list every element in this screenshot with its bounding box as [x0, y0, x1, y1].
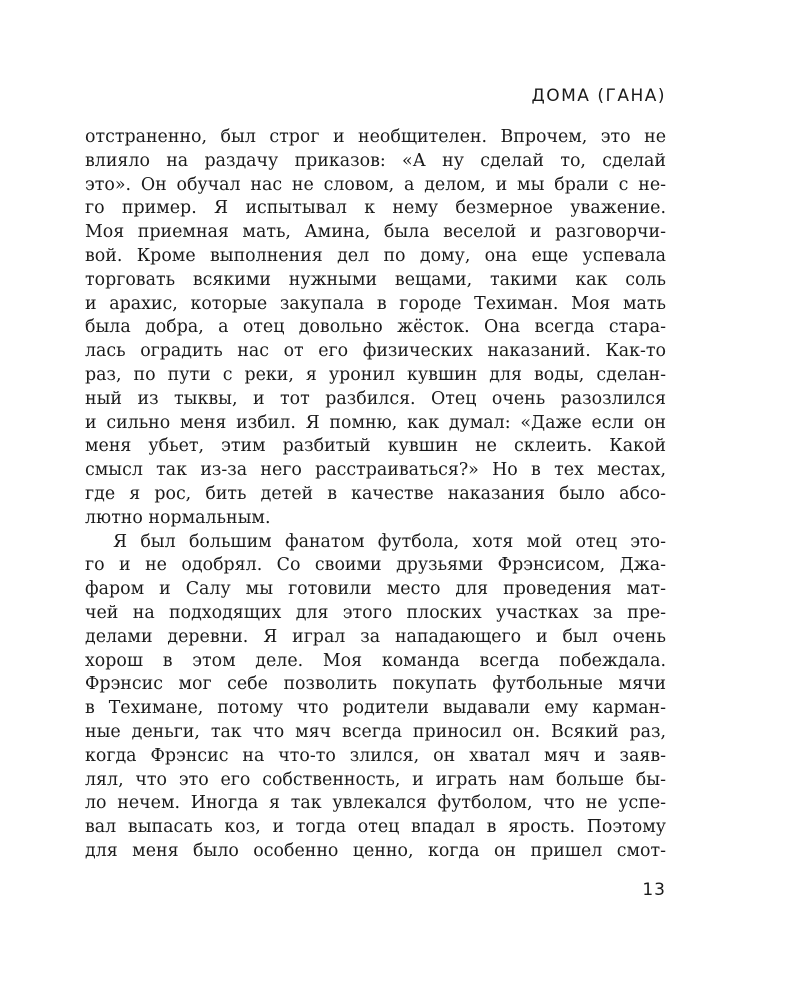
- paragraph-2: [85, 531, 666, 864]
- text-line: фаром и Салу мы готовили место для проведения мат-: [85, 579, 666, 600]
- text-line: вой. Кроме выполнения дел по дому, она еще успевала: [85, 245, 666, 266]
- paragraph-1: [85, 126, 666, 531]
- text-line: лась оградить нас от его физических наказаний. Как-то: [85, 341, 666, 362]
- text-line: Моя приемная мать, Амина, была веселой и разговорчи-: [85, 222, 666, 243]
- text-line: и сильно меня избил. Я помню, как думал: «Даже если он: [85, 412, 666, 433]
- text-line: влияло на раздачу приказов: «А ну сделай то, сделай: [85, 150, 666, 171]
- text-line: торговать всякими нужными вещами, такими как соль: [85, 269, 666, 290]
- text-line: и арахис, которые закупала в городе Техиман. Моя мать: [85, 293, 666, 314]
- text-line: Я был большим фанатом футбола, хотя мой отец это-: [113, 531, 666, 552]
- page-number: 13: [642, 880, 666, 900]
- body-text: [85, 126, 666, 864]
- running-head: ДОМА (ГАНА): [531, 86, 666, 106]
- text-line: когда Фрэнсис на что-то злился, он хватал мяч и заяв-: [85, 745, 666, 766]
- text-line: смысл так из-за него расстраиваться?» Но в тех местах,: [85, 460, 666, 481]
- text-line: лял, что это его собственность, и играть нам больше бы-: [85, 769, 666, 790]
- text-line: ные деньги, так что мяч всегда приносил он. Всякий раз,: [85, 721, 666, 742]
- text-line: где я рос, бить детей в качестве наказания было абсо-: [85, 483, 666, 504]
- text-line: го пример. Я испытывал к нему безмерное уважение.: [85, 198, 666, 219]
- text-line: для меня было особенно ценно, когда он пришел смот-: [85, 840, 666, 861]
- text-line: была добра, а отец довольно жёсток. Она всегда стара-: [85, 317, 666, 338]
- text-line: чей на подходящих для этого плоских участках за пре-: [85, 602, 666, 623]
- text-line: ный из тыквы, и тот разбился. Отец очень разозлился: [85, 388, 666, 409]
- text-line: делами деревни. Я играл за нападающего и был очень: [85, 626, 666, 647]
- text-line: хорош в этом деле. Моя команда всегда побеждала.: [85, 650, 666, 671]
- text-line: отстраненно, был строг и необщителен. Впрочем, это не: [85, 127, 666, 147]
- text-line: это». Он обучал нас не словом, а делом, и мы брали с не-: [85, 174, 666, 195]
- text-line: в Техимане, потому что родители выдавали ему карман-: [85, 698, 666, 719]
- text-line: ло нечем. Иногда я так увлекался футболом, что не успе-: [85, 793, 666, 814]
- text-line: раз, по пути с реки, я уронил кувшин для воды, сделан-: [85, 364, 666, 385]
- text-line: лютно нормальным.: [85, 507, 271, 528]
- text-line: меня убьет, этим разбитый кувшин не склеить. Какой: [85, 436, 666, 457]
- text-line: Фрэнсис мог себе позволить покупать футбольные мячи: [85, 674, 666, 695]
- text-line: го и не одобрял. Со своими друзьями Фрэнсисом, Джа-: [85, 555, 666, 576]
- text-line: вал выпасать коз, и тогда отец впадал в ярость. Поэтому: [85, 817, 666, 838]
